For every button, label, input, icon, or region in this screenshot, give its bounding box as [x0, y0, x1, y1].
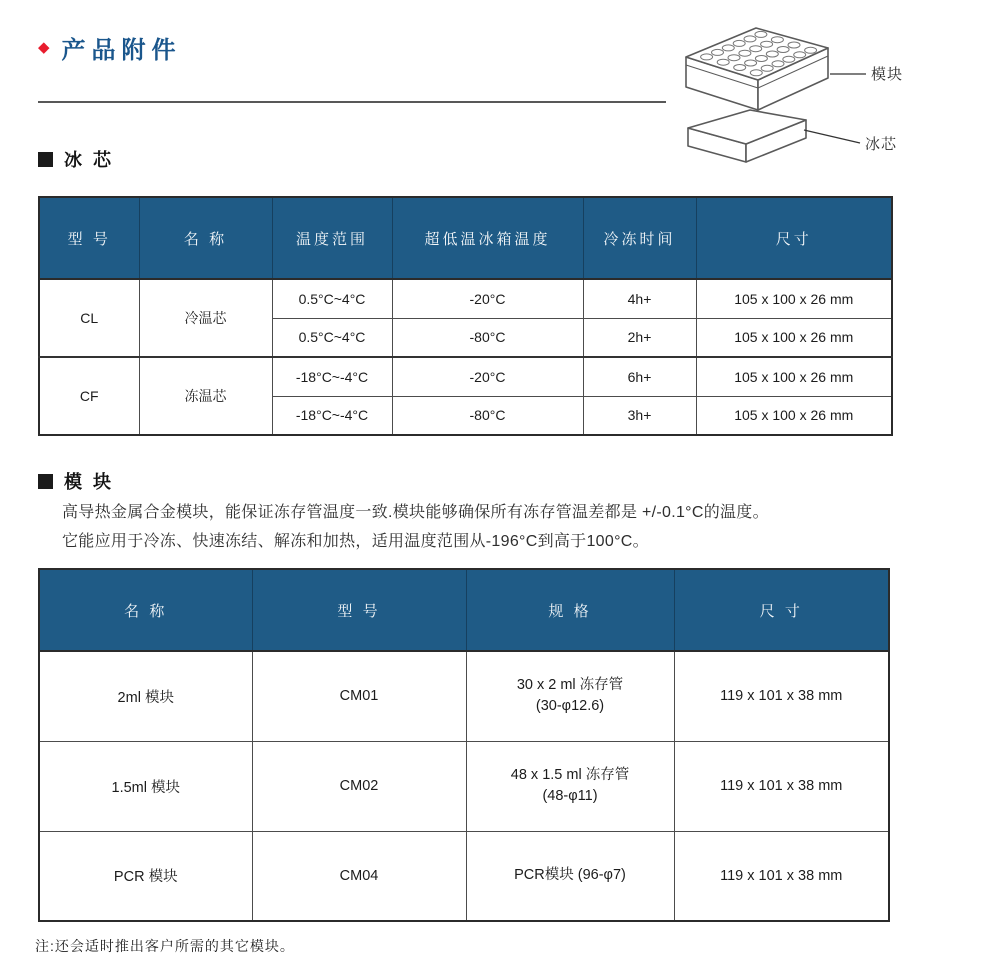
header-size: 尺寸	[696, 197, 892, 279]
module-heading-label: 模 块	[64, 472, 115, 492]
header-name: 名 称	[39, 569, 252, 651]
cell-freezer: -80°C	[392, 396, 583, 435]
cell-time: 2h+	[583, 318, 696, 357]
cell-model-cl: CL	[39, 279, 139, 357]
cell-range: 0.5°C~4°C	[272, 279, 392, 318]
ice-core-table	[38, 196, 893, 436]
cell-name: PCR 模块	[39, 831, 252, 921]
table-row	[39, 741, 889, 831]
cell-size: 119 x 101 x 38 mm	[674, 651, 889, 741]
cell-size: 105 x 100 x 26 mm	[696, 318, 892, 357]
cell-freezer: -20°C	[392, 279, 583, 318]
module-table-header-row	[39, 569, 889, 651]
footnote: 注:还会适时推出客户所需的其它模块。	[35, 938, 295, 954]
product-illustration	[676, 12, 988, 170]
spec-line2: (48-φ11)	[542, 788, 598, 804]
page-header	[38, 30, 182, 65]
cell-size: 119 x 101 x 38 mm	[674, 831, 889, 921]
cell-time: 3h+	[583, 396, 696, 435]
cell-range: -18°C~-4°C	[272, 357, 392, 396]
header-model: 型 号	[39, 197, 139, 279]
module-section-heading	[38, 468, 114, 494]
cell-model-cf: CF	[39, 357, 139, 435]
spec-line1: PCR模块 (96-φ7)	[514, 867, 626, 884]
cell-freezer: -80°C	[392, 318, 583, 357]
ice-core-drawing	[688, 110, 806, 162]
ice-core-section-heading	[38, 146, 114, 172]
square-bullet-icon	[38, 152, 53, 167]
cell-time: 4h+	[583, 279, 696, 318]
cell-name: 2ml 模块	[39, 651, 252, 741]
header-temp-range: 温度范围	[272, 197, 392, 279]
module-callout-label: 模块	[871, 66, 904, 83]
cell-spec	[466, 651, 674, 741]
cell-model: CM02	[252, 741, 466, 831]
table-row	[39, 831, 889, 921]
table-row	[39, 279, 892, 318]
cell-size: 105 x 100 x 26 mm	[696, 357, 892, 396]
module-table	[38, 568, 890, 922]
cell-name-cf: 冻温芯	[139, 357, 272, 435]
header-divider	[38, 101, 666, 103]
module-description-line1: 高导热金属合金模块，能保证冻存管温度一致.模块能够确保所有冻存管温差都是 +/-0.1°C的温度。	[62, 504, 769, 521]
ice-core-heading-label: 冰 芯	[64, 150, 115, 170]
cell-name-cl: 冷温芯	[139, 279, 272, 357]
header-freeze-time: 冷冻时间	[583, 197, 696, 279]
ice-core-table-header-row	[39, 197, 892, 279]
cell-size: 119 x 101 x 38 mm	[674, 741, 889, 831]
cell-size: 105 x 100 x 26 mm	[696, 396, 892, 435]
module-description	[62, 498, 942, 556]
header-name: 名 称	[139, 197, 272, 279]
diamond-bullet-icon: ◆	[38, 39, 50, 56]
cell-name: 1.5ml 模块	[39, 741, 252, 831]
spec-line2: (30-φ12.6)	[535, 698, 605, 715]
module-drawing	[686, 28, 828, 110]
ice-core-callout-label: 冰芯	[865, 136, 898, 153]
cell-range: -18°C~-4°C	[272, 396, 392, 435]
table-row	[39, 651, 889, 741]
page-title: 产品附件	[61, 37, 182, 64]
cell-spec	[466, 831, 674, 921]
cell-model: CM01	[252, 651, 466, 741]
spec-line1: 48 x 1.5 ml 冻存管	[510, 767, 630, 783]
header-size: 尺 寸	[674, 569, 889, 651]
header-spec: 规 格	[466, 569, 674, 651]
cell-size: 105 x 100 x 26 mm	[696, 279, 892, 318]
module-description-line2: 它能应用于冷冻、快速冻结、解冻和加热，适用温度范围从-196°C到高于100°C。	[62, 533, 649, 550]
cell-spec	[466, 741, 674, 831]
cell-time: 6h+	[583, 357, 696, 396]
spec-line1: 30 x 2 ml 冻存管	[516, 677, 624, 694]
cell-range: 0.5°C~4°C	[272, 318, 392, 357]
header-model: 型 号	[252, 569, 466, 651]
cell-freezer: -20°C	[392, 357, 583, 396]
cell-model: CM04	[252, 831, 466, 921]
square-bullet-icon	[38, 474, 53, 489]
header-freezer-temp: 超低温冰箱温度	[392, 197, 583, 279]
table-row	[39, 357, 892, 396]
